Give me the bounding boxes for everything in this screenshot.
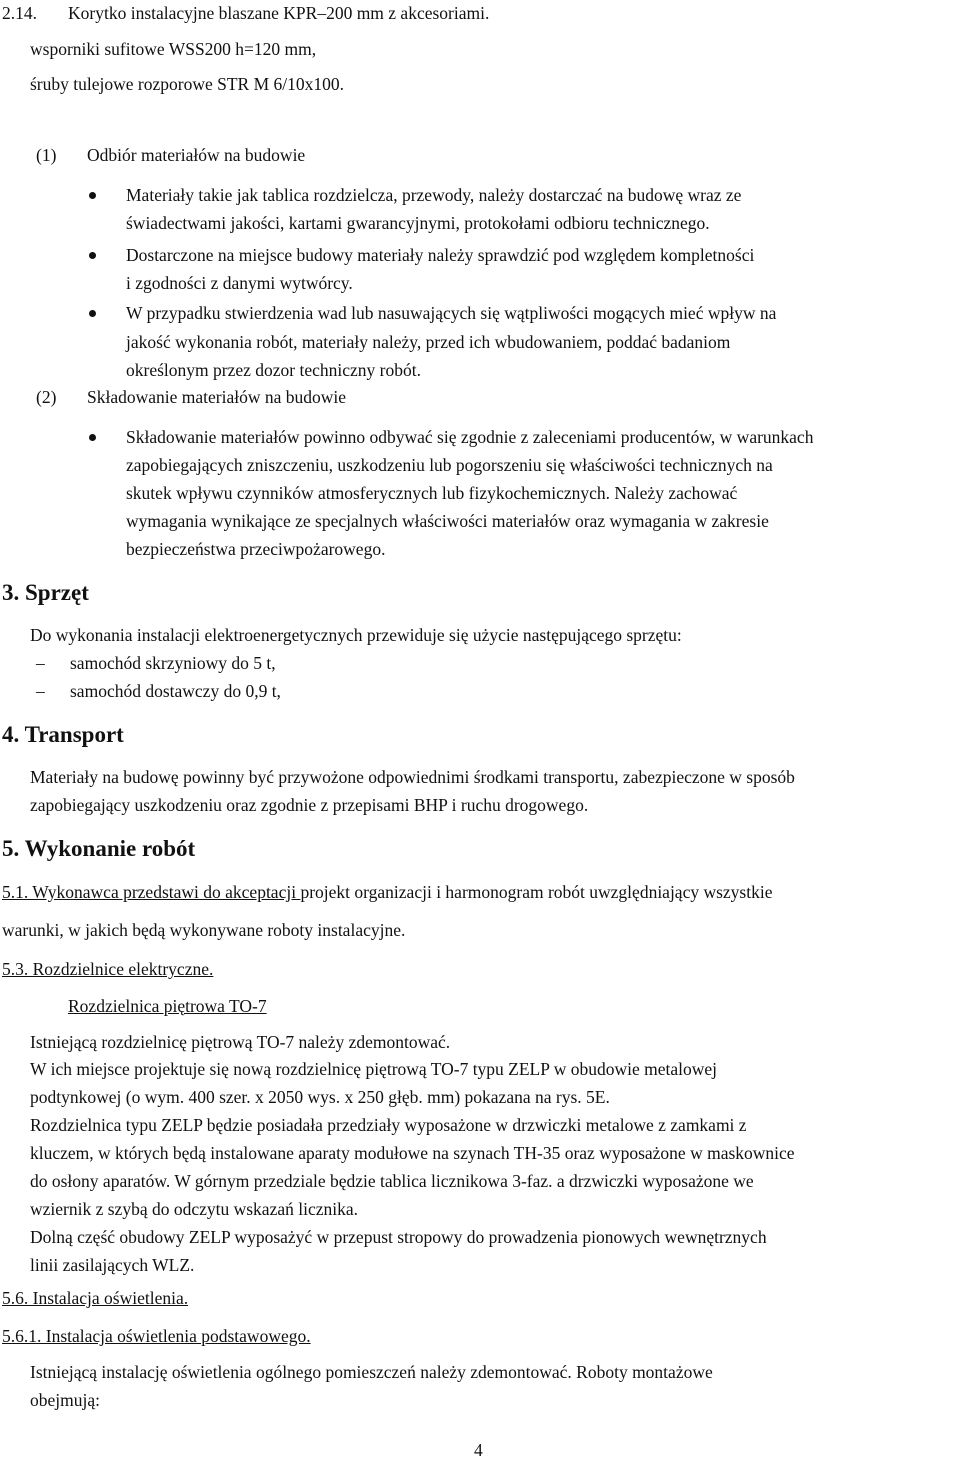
bullet-text: i zgodności z danymi wytwórcy.: [126, 273, 353, 293]
bullet-text: świadectwami jakości, kartami gwarancyjnymi, protokołami odbioru technicznego.: [126, 213, 710, 233]
dash-marker: –: [36, 681, 45, 701]
paragraph-line: zapobiegających zniszczeniu, uszkodzeniu lub pogorszeniu się właściwości technicznych na: [126, 455, 773, 475]
paragraph-line: bezpieczeństwa przeciwpożarowego.: [126, 539, 386, 559]
bullet-dot: [89, 434, 96, 441]
paragraph-line: obejmują:: [30, 1390, 100, 1410]
subsection-number-2: (2): [36, 387, 57, 407]
bullet-dot: [89, 192, 96, 199]
subsection-title-odbior: Odbiór materiałów na budowie: [87, 145, 306, 165]
bullet-text: W przypadku stwierdzenia wad lub nasuwających się wątpliwości mogących mieć wpływ na: [126, 303, 777, 323]
heading-wykonanie: 5. Wykonanie robót: [2, 836, 196, 861]
dash-marker: –: [36, 653, 45, 673]
paragraph-line: Do wykonania instalacji elektroenergetycznych przewiduje się użycie następującego sprzętu:: [30, 625, 682, 645]
item-line: wsporniki sufitowe WSS200 h=120 mm,: [30, 39, 317, 59]
paragraph-line: skutek wpływu czynników atmosferycznych lub fizykochemicznych. Należy zachować: [126, 483, 738, 503]
section-5-1-text: projekt organizacji i harmonogram robót uwzględniający wszystkie: [300, 882, 773, 902]
paragraph-line: warunki, w jakich będą wykonywane roboty instalacyjne.: [2, 920, 406, 940]
page-number: 4: [474, 1440, 483, 1460]
paragraph-line: do osłony aparatów. W górnym przedziale będzie tablica licznikowa 3-faz. a drzwiczki wyposażone we: [30, 1171, 754, 1191]
paragraph-line: Składowanie materiałów powinno odbywać się zgodnie z zaleceniami producentów, w warunkach: [126, 427, 814, 447]
bullet-dot: [89, 252, 96, 259]
paragraph-line: linii zasilających WLZ.: [30, 1255, 195, 1275]
item-line: śruby tulejowe rozporowe STR M 6/10x100.: [30, 74, 344, 94]
list-item: samochód dostawczy do 0,9 t,: [70, 681, 281, 701]
paragraph-line: Rozdzielnica typu ZELP będzie posiadała przedziały wyposażone w drzwiczki metalowe z zamkami z: [30, 1115, 747, 1135]
paragraph-line: Istniejącą instalację oświetlenia ogólnego pomieszczeń należy zdemontować. Roboty montażowe: [30, 1362, 713, 1382]
bullet-text: Materiały takie jak tablica rozdzielcza, przewody, należy dostarczać na budowę wraz ze: [126, 185, 742, 205]
paragraph-line: Dolną część obudowy ZELP wyposażyć w przepust stropowy do prowadzenia pionowych wewnętrznych: [30, 1227, 767, 1247]
section-5-6-1-title: 5.6.1. Instalacja oświetlenia podstawowego.: [2, 1326, 311, 1346]
subsection-number-1: (1): [36, 145, 57, 165]
section-5-6-title: 5.6. Instalacja oświetlenia.: [2, 1288, 189, 1308]
paragraph-line: zapobiegający uszkodzeniu oraz zgodnie z przepisami BHP i ruchu drogowego.: [30, 795, 589, 815]
paragraph-line: wymagania wynikające ze specjalnych właściwości materiałów oraz wymagania w zakresie: [126, 511, 769, 531]
paragraph-line: kluczem, w których będą instalowane aparaty modułowe na szynach TH-35 oraz wyposażone w maskownice: [30, 1143, 795, 1163]
section-title-2-14: Korytko instalacyjne blaszane KPR–200 mm z akcesoriami.: [68, 3, 490, 23]
heading-transport: 4. Transport: [2, 722, 124, 747]
subsection-title-skladowanie: Składowanie materiałów na budowie: [87, 387, 347, 407]
list-item: samochód skrzyniowy do 5 t,: [70, 653, 276, 673]
bullet-text: określonym przez dozor techniczny robót.: [126, 360, 421, 380]
paragraph-line: Materiały na budowę powinny być przywożone odpowiednimi środkami transportu, zabezpieczone w sposób: [30, 767, 795, 787]
bullet-text: jakość wykonania robót, materiały należy, przed ich wbudowaniem, poddać badaniom: [126, 332, 731, 352]
paragraph-line: podtynkowej (o wym. 400 szer. x 2050 wys. x 250 głęb. mm) pokazana na rys. 5E.: [30, 1087, 610, 1107]
bullet-text: Dostarczone na miejsce budowy materiały należy sprawdzić pod względem kompletności: [126, 245, 755, 265]
heading-sprzet: 3. Sprzęt: [2, 580, 89, 605]
bullet-dot: [89, 310, 96, 317]
paragraph-line: wziernik z szybą do odczytu wskazań licznika.: [30, 1199, 358, 1219]
section-5-1-underlined: 5.1. Wykonawca przedstawi do akceptacji: [2, 882, 301, 902]
paragraph-line: W ich miejsce projektuje się nową rozdzielnicę piętrową TO-7 typu ZELP w obudowie metalowej: [30, 1059, 718, 1079]
section-number-2-14: 2.14.: [2, 3, 37, 23]
rozdzielnica-title: Rozdzielnica piętrowa TO-7: [68, 996, 267, 1016]
paragraph-line: Istniejącą rozdzielnicę piętrową TO-7 należy zdemontować.: [30, 1032, 451, 1052]
paragraph-line: [2, 882, 772, 902]
section-5-3-title: 5.3. Rozdzielnice elektryczne.: [2, 959, 214, 979]
